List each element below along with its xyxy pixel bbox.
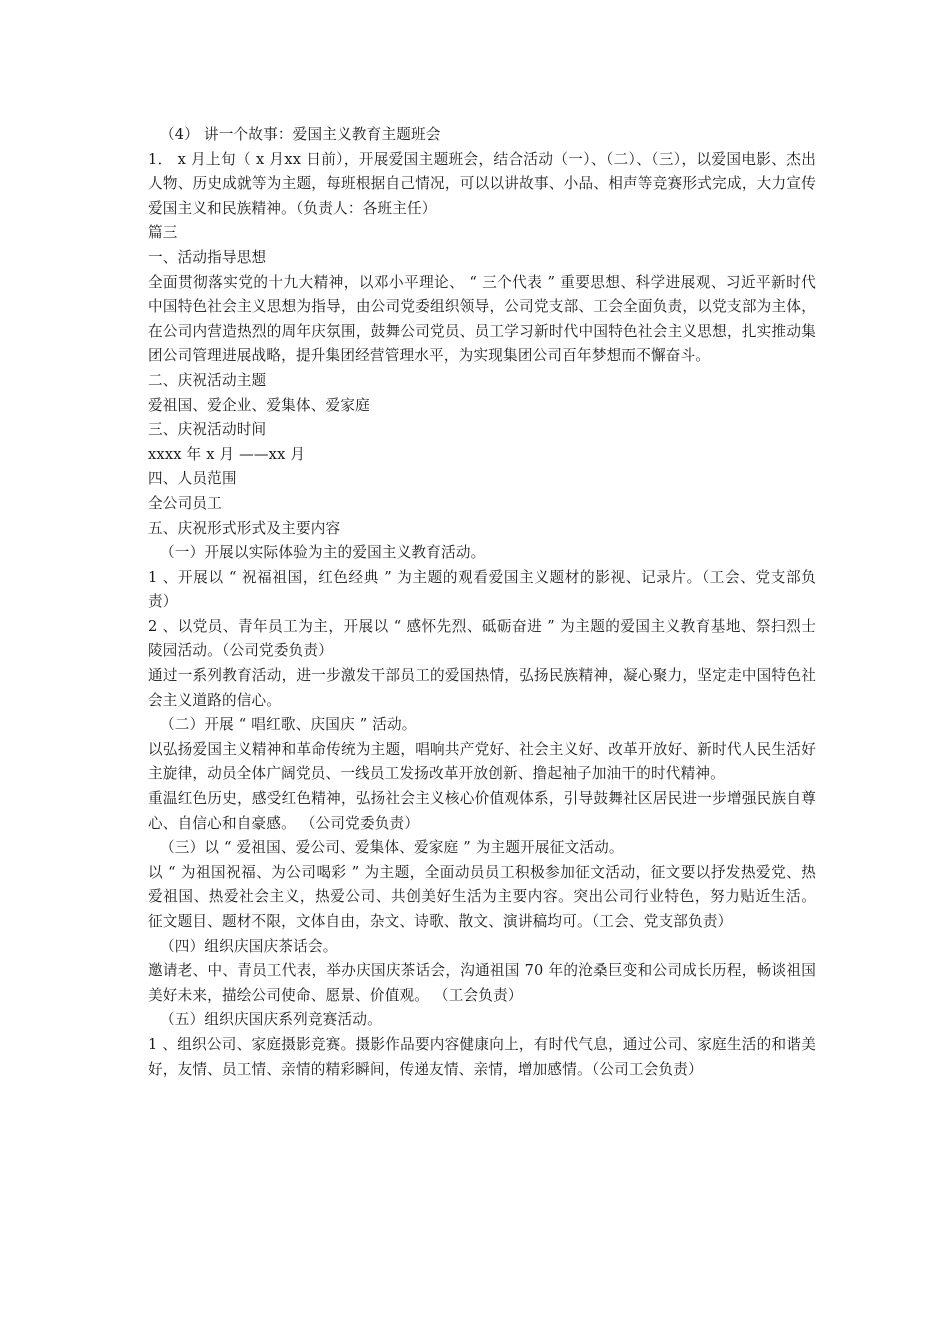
- document-page: [136, 123, 816, 1082]
- body-paragraph: 以弘扬爱国主义精神和革命传统为主题，唱响共产党好、社会主义好、改革开放好、新时代人民生活好主旋律，动员全体广阔党员、一线员工发扬改革开放创新、撸起袖子加油干的时代精神。: [148, 740, 816, 783]
- section-heading: 篇三: [148, 224, 178, 242]
- section-heading: 二、庆祝活动主题: [148, 371, 267, 389]
- body-paragraph: 1． x 月上旬（ x 月xx 日前），开展爱国主题班会，结合活动（一）、（二）、（三），以爱国电影、杰出人物、历史成就等为主题，每班根据自己情况，可以以讲故事、小品、相声等竞赛形式完成，大力宣传爱国主义和民族精神。（负责人：各班主任）: [148, 150, 816, 217]
- body-paragraph: 重温红色历史，感受红色精神，弘扬社会主义核心价值观体系，引导鼓舞社区居民进一步增强民族自尊心、自信心和自豪感。 （公司党委负责）: [148, 790, 816, 832]
- body-paragraph: 1 、开展以 “ 祝福祖国，红色经典 ” 为主题的观看爱国主义题材的影视、记录片。（工会、党支部负责）: [148, 568, 816, 611]
- body-line: 爱祖国、爱企业、爱集体、爱家庭: [148, 396, 370, 414]
- subsection-heading: （五）组织庆国庆系列竞赛活动。: [160, 1011, 382, 1029]
- body-paragraph: 以 “ 为祖国祝福、为公司喝彩 ” 为主题，全面动员员工积极参加征文活动，征文要以抒发热爱党、热爱祖国、热爱社会主义，热爱公司、共创美好生活为主要内容。突出公司行业特色，努力贴近生活。 征文题目、题材不限，文体自由，杂文、诗歌、散文、演讲稿均可。（工会、党支部负责）: [148, 863, 816, 930]
- body-line: xxxx 年 x 月 ——xx 月: [148, 445, 306, 463]
- section-heading: 三、庆祝活动时间: [148, 421, 267, 439]
- body-paragraph: 2 、以党员、青年员工为主，开展以 “ 感怀先烈、砥砺奋进 ” 为主题的爱国主义教育基地、祭扫烈士陵园活动。（公司党委负责）: [148, 617, 816, 660]
- body-line: 全公司员工: [148, 494, 222, 512]
- section-heading: （4） 讲一个故事：爱国主义教育主题班会: [160, 126, 441, 143]
- subsection-heading: （三）以 “ 爱祖国、爱公司、爱集体、爱家庭 ” 为主题开展征文活动。: [160, 839, 624, 857]
- subsection-heading: （二）开展 “ 唱红歌、庆国庆 ” 活动。: [160, 716, 417, 734]
- body-paragraph: 全面贯彻落实党的十九大精神，以邓小平理论、 “ 三个代表 ” 重要思想、科学进展观、习近平新时代中国特色社会主义思想为指导，由公司党委组织领导，公司党支部、工会全面负责，以党支部为主体，在公司内营造热烈的周年庆氛围，鼓舞公司党员、员工学习新时代中国特色社会主义思想，扎实推动集团公司管理进展战略，提升集团经营管理水平，为实现集团公司百年梦想而不懈奋斗。: [148, 273, 816, 365]
- body-paragraph: 1 、组织公司、家庭摄影竞赛。摄影作品要内容健康向上，有时代气息，通过公司、家庭生活的和谐美好，友情、员工情、亲情的精彩瞬间，传递友情、亲情，增加感情。（公司工会负责）: [148, 1035, 816, 1078]
- section-heading: 四、人员范围: [148, 470, 237, 488]
- body-paragraph: 邀请老、中、青员工代表，举办庆国庆茶话会，沟通祖国 70 年的沧桑巨变和公司成长历程，畅谈祖国美好未来，描绘公司使命、愿景、价值观。 （工会负责）: [148, 962, 816, 1004]
- section-heading: 一、活动指导思想: [148, 248, 267, 266]
- section-heading: 五、庆祝形式形式及主要内容: [148, 519, 341, 537]
- body-paragraph: 通过一系列教育活动，进一步激发干部员工的爱国热情，弘扬民族精神，凝心聚力，坚定走中国特色社会主义道路的信心。: [148, 667, 816, 709]
- subsection-heading: （一）开展以实际体验为主的爱国主义教育活动。: [160, 544, 486, 562]
- subsection-heading: （四）组织庆国庆茶话会。: [160, 937, 338, 955]
